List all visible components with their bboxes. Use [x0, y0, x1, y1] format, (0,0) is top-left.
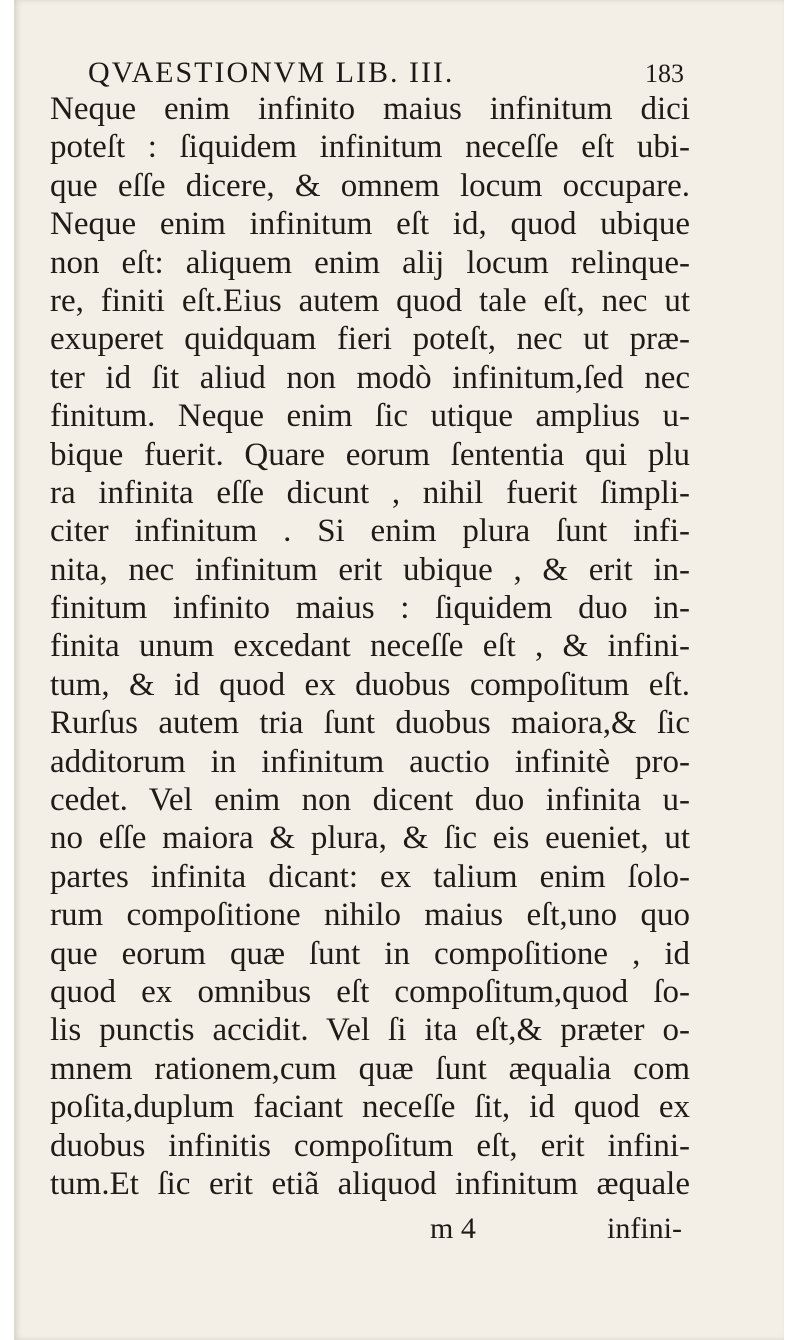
- text-line: lis punctis accidit. Vel ſi ita eſt,& præter o-: [50, 1012, 690, 1049]
- text-line: mnem rationem,cum quæ ſunt æqualia com: [50, 1050, 690, 1087]
- text-line: tum.Et ſic erit etiã aliquod infinitum æquale: [50, 1165, 690, 1202]
- text-line: nita, nec infinitum erit ubique , & erit in-: [50, 551, 690, 588]
- text-line: cedet. Vel enim non dicent duo infinita u-: [50, 782, 690, 819]
- body-text: [50, 90, 690, 1203]
- text-line: poteſt : ſiquidem infinitum neceſſe eſt ubi-: [50, 129, 690, 166]
- text-line: additorum in infinitum auctio infinitè pro-: [50, 743, 690, 780]
- text-line: poſita,duplum faciant neceſſe ſit, id quod ex: [50, 1089, 690, 1126]
- text-line: finitum. Neque enim ſic utique amplius u-: [50, 398, 690, 435]
- text-line: no eſſe maiora & plura, & ſic eis eueniet, ut: [50, 820, 690, 857]
- text-line: re, finiti eſt.Eius autem quod tale eſt, nec ut: [50, 282, 690, 319]
- text-line: ter id ſit aliud non modò infinitum,ſed nec: [50, 359, 690, 396]
- text-line: duobus infinitis compoſitum eſt, erit infini-: [50, 1127, 690, 1164]
- text-line: bique fuerit. Quare eorum ſententia qui plu: [50, 436, 690, 473]
- text-line: Neque enim infinitum eſt id, quod ubique: [50, 206, 690, 243]
- page-number: 183: [645, 59, 684, 88]
- text-line: Neque enim infinito maius infinitum dici: [50, 91, 690, 127]
- text-line: exuperet quidquam fieri poteſt, nec ut præ-: [50, 321, 690, 358]
- text-line: Rurſus autem tria ſunt duobus maiora,& ſic: [50, 705, 690, 742]
- text-line: finitum infinito maius : ſiquidem duo in-: [50, 590, 690, 627]
- running-title: QVAESTIONVM LIB. III.: [88, 56, 455, 89]
- text-line: finita unum excedant neceſſe eſt , & infini-: [50, 628, 690, 665]
- text-line: citer infinitum . Si enim plura ſunt infi-: [50, 513, 690, 550]
- text-line: non eſt: aliquem enim alij locum relinque-: [50, 244, 690, 281]
- footer-row: [430, 1212, 682, 1246]
- text-line: tum, & id quod ex duobus compoſitum eſt.: [50, 666, 690, 703]
- catchword: infini-: [607, 1212, 682, 1245]
- text-line: que eſſe dicere, & omnem locum occupare.: [50, 167, 690, 204]
- text-line: que eorum quæ ſunt in compoſitione , id: [50, 935, 690, 972]
- text-line: rum compoſitione nihilo maius eſt,uno quo: [50, 897, 690, 934]
- text-line: quod ex omnibus eſt compoſitum,quod ſo-: [50, 973, 690, 1010]
- signature-mark: m 4: [430, 1212, 476, 1245]
- text-line: ra infinita eſſe dicunt , nihil fuerit ſimpli-: [50, 474, 690, 511]
- text-line: partes infinita dicant: ex talium enim ſolo-: [50, 858, 690, 895]
